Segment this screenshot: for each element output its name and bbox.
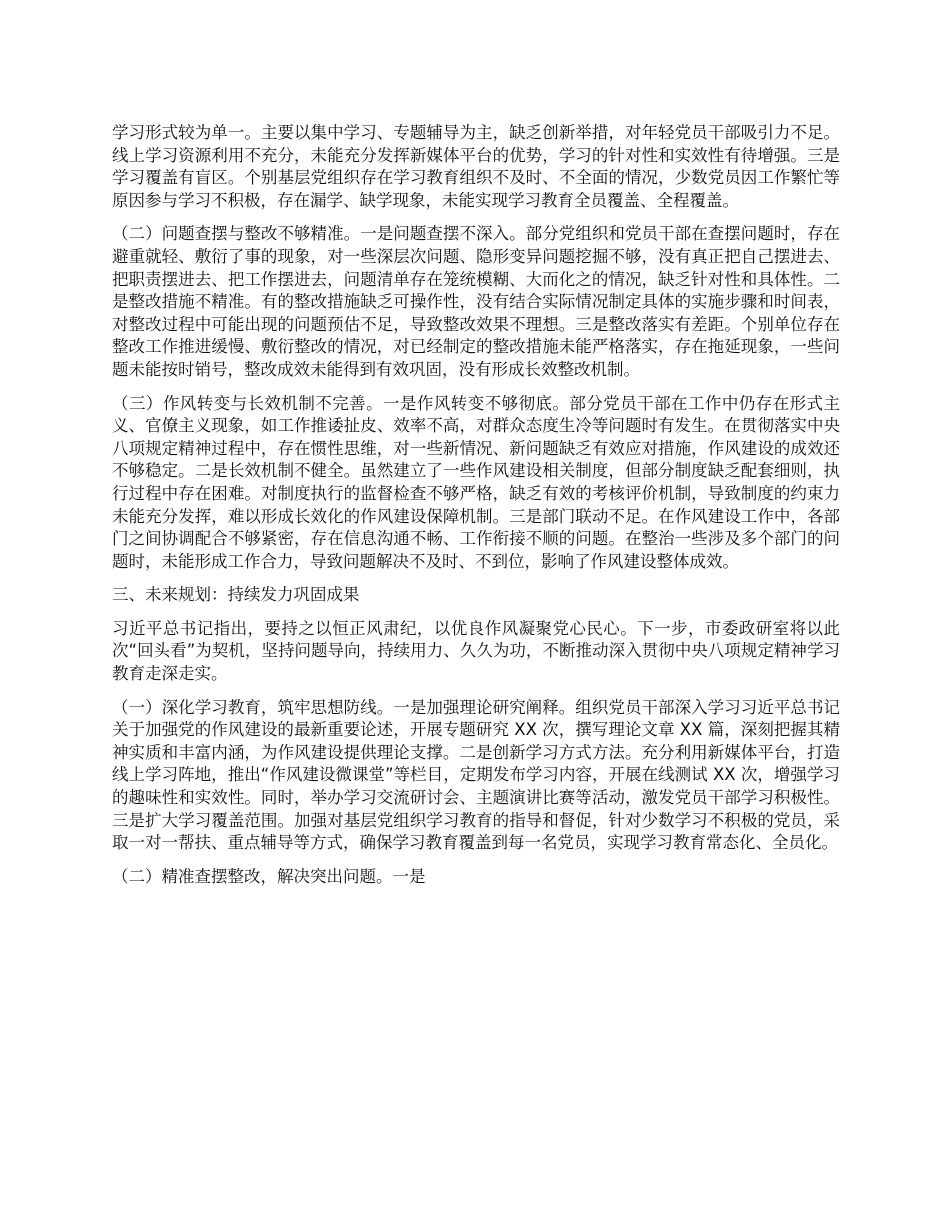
paragraph-precise-rectification: （二）精准查摆整改，解决突出问题。一是 — [112, 866, 426, 886]
paragraph-problem-rectification: （二）问题查摆与整改不够精准。一是问题查摆不深入。部分党组织和党员干部在查摆问题时，存在避重就轻、敷衍了事的现象，对一些深层次问题、隐形变异问题挖掘不够，没有真正把自己摆进去、把职责摆进去、把工作摆进去，问题清单存在笼统模糊、大而化之的情况，缺乏针对性和具体性。二是整改措施不精准。有的整改措施缺乏可操作性，没有结合实际情况制定具体的实施步骤和时间表，对整改过程中可能出现的问题预估不足，导致整改效果不理想。三是整改落实有差距。个别单位存在整改工作推进缓慢、敷衍整改的情况，对已经制定的整改措施未能严格落实，存在拖延现象，一些问题未能按时销号，整改成效未能得到有效巩固，没有形成长效整改机制。 — [112, 224, 840, 379]
section-heading-future-plan: 三、未来规划：持续发力巩固成果 — [112, 585, 360, 605]
paragraph-future-intro: 习近平总书记指出，要持之以恒正风肃纪，以优良作风凝聚党心民心。下一步，市委政研室将以此次“回头看”为契机，坚持问题导向，持续用力、久久为功，不断推动深入贯彻中央八项规定精神学习教育走深走实。 — [112, 618, 840, 684]
paragraph-deepen-study: （一）深化学习教育，筑牢思想防线。一是加强理论研究阐释。组织党员干部深入学习习近平总书记关于加强党的作风建设的最新重要论述，开展专题研究 XX 次，撰写理论文章 XX 篇，深刻把握其精神实质和丰富内涵，为作风建设提供理论支撑。二是创新学习方式方法。充分利用新媒体平台，打造线上学习阵地，推出“作风建设微课堂”等栏目，定期发布学习内容，开展在线测试 XX 次，增强学习的趣味性和实效性。同时，举办学习交流研讨会、主题演讲比赛等活动，激发党员干部学习积极性。三是扩大学习覆盖范围。加强对基层党组织学习教育的指导和督促，针对少数学习不积极的党员，采取一对一帮扶、重点辅导等方式，确保学习教育覆盖到每一名党员，实现学习教育常态化、全员化。 — [112, 697, 840, 853]
paragraph-style-mechanism: （三）作风转变与长效机制不完善。一是作风转变不够彻底。部分党员干部在工作中仍存在形式主义、官僚主义现象，如工作推诿扯皮、效率不高，对群众态度生冷等问题时有发生。在贯彻落实中央八项规定精神过程中，存在惯性思维，对一些新情况、新问题缺乏有效应对措施，作风建设的成效还不够稳定。二是长效机制不健全。虽然建立了一些作风建设相关制度，但部分制度缺乏配套细则，执行过程中存在困难。对制度执行的监督检查不够严格，缺乏有效的考核评价机制，导致制度的约束力未能充分发挥，难以形成长效化的作风建设保障机制。三是部门联动不足。在作风建设工作中，各部门之间协调配合不够紧密，存在信息沟通不畅、工作衔接不顺的问题。在整治一些涉及多个部门的问题时，未能形成工作合力，导致问题解决不及时、不到位，影响了作风建设整体成效。 — [112, 393, 840, 571]
paragraph-study-form: 学习形式较为单一。主要以集中学习、专题辅导为主，缺乏创新举措，对年轻党员干部吸引力不足。线上学习资源利用不充分，未能充分发挥新媒体平台的优势，学习的针对性和实效性有待增强。三是学习覆盖有盲区。个别基层党组织存在学习教育组织不及时、不全面的情况，少数党员因工作繁忙等原因参与学习不积极，存在漏学、缺学现象，未能实现学习教育全员覆盖、全程覆盖。 — [112, 123, 840, 210]
document-page — [112, 122, 840, 899]
